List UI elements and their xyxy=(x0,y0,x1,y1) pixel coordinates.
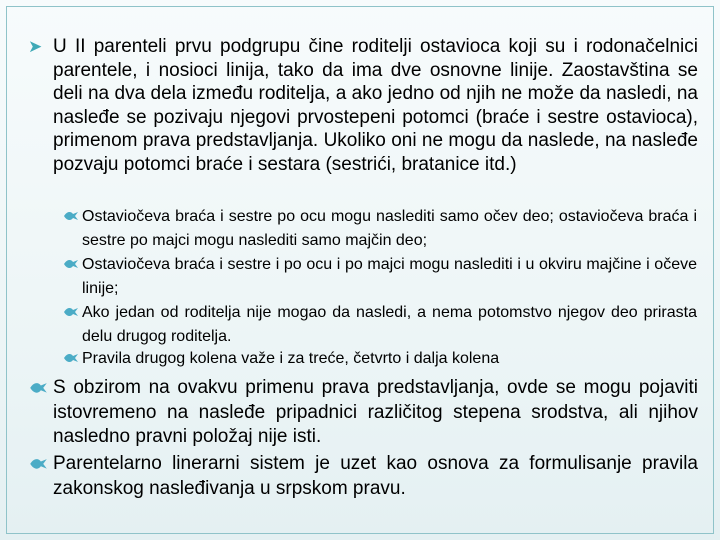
ribbon-bullet-icon xyxy=(64,259,78,270)
bullet-paragraph-2 xyxy=(53,376,698,450)
sub-bullet-3-text: Ako jedan od roditelja nije mogao da nasledi, a nema potomstvo njegov deo prirasta delu drugog roditelja. xyxy=(82,304,697,345)
sub-bullet-3 xyxy=(82,301,697,349)
sub-bullet-4 xyxy=(82,347,697,371)
paragraph-2-text: S obzirom na ovakvu primenu prava predstavljanja, ovde se mogu pojaviti istovremeno na nasleđe pripadnici različitog stepena srodstva, ali njihov nasledno pravni položaj nije isti. xyxy=(53,377,698,447)
sub-bullet-2 xyxy=(82,253,697,301)
sub-bullet-1 xyxy=(82,205,697,253)
ribbon-bullet-icon xyxy=(64,307,78,318)
arrow-bullet-icon: ➤ xyxy=(28,37,43,56)
ribbon-bullet-icon xyxy=(64,211,78,222)
ribbon-bullet-icon xyxy=(30,382,47,395)
bullet-paragraph-3 xyxy=(53,452,698,501)
sub-bullet-4-text: Pravila drugog kolena važe i za treće, četvrto i dalja kolena xyxy=(82,350,500,367)
paragraph-1-text: U II parenteli prvu podgrupu čine roditelji ostavioca koji su i rodonačelnici parentele, i nosioci linija, tako da ima dve osnovne linije. Zaostavština se deli na dva dela između roditelja, a ako jedno od njih ne može da nasledi, na nasleđe se pozivaju njegovi prvostepeni potomci (braće i sestre ostavioca), primenom prava predstavljanja. Ukoliko oni ne mogu da naslede, na nasleđe pozvaju potomci braće i sestara (sestrići, bratanice itd.) xyxy=(53,36,698,175)
paragraph-3-text: Parentelarno linerarni sistem je uzet kao osnova za formulisanje pravila zakonskog nasleđivanja u srpskom pravu. xyxy=(53,453,698,499)
ribbon-bullet-icon xyxy=(30,458,47,471)
sub-bullet-2-text: Ostaviočeva braća i sestre i po ocu i po majci mogu naslediti i u okviru majčine i očeve linije; xyxy=(82,256,697,297)
bullet-paragraph-1 xyxy=(28,35,698,177)
ribbon-bullet-icon xyxy=(64,353,78,364)
sub-bullet-1-text: Ostaviočeva braća i sestre po ocu mogu naslediti samo očev deo; ostaviočeva braća i sestre po majci mogu naslediti samo majčin deo; xyxy=(82,208,697,249)
